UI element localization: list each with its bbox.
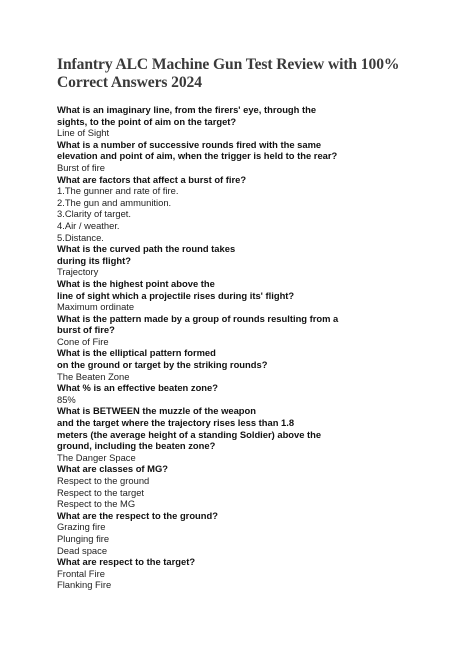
question bbox=[57, 556, 434, 568]
question-line: sights, to the point of aim on the target? bbox=[57, 115, 237, 127]
answer-line: 3.Clarity of target. bbox=[57, 208, 131, 220]
question-line: What are the respect to the ground? bbox=[57, 509, 218, 521]
question-line: What is a number of successive rounds fired with the same bbox=[57, 138, 322, 150]
question-line: What is the curved path the round takes bbox=[57, 243, 236, 255]
question-line: during its flight? bbox=[57, 254, 131, 266]
answer-line: Flanking Fire bbox=[57, 579, 112, 591]
answer-line: 1.The gunner and rate of fire. bbox=[57, 185, 179, 197]
answer bbox=[57, 127, 434, 139]
question bbox=[57, 510, 434, 522]
question bbox=[57, 278, 434, 301]
answer-line: Plunging fire bbox=[57, 532, 110, 544]
answer-line: The Danger Space bbox=[57, 451, 136, 463]
question-line: What is the highest point above the bbox=[57, 277, 215, 289]
question-line: What is BETWEEN the muzzle of the weapon bbox=[57, 405, 256, 417]
question bbox=[57, 313, 434, 336]
answer-line: 85% bbox=[57, 393, 76, 405]
question bbox=[57, 104, 434, 127]
answer-line: Respect to the MG bbox=[57, 498, 136, 510]
answer bbox=[57, 301, 434, 313]
question-line: and the target where the trajectory rises less than 1.8 bbox=[57, 417, 295, 429]
question-line: ground, including the beaten zone? bbox=[57, 440, 216, 452]
answer bbox=[57, 371, 434, 383]
answer-line: 5.Distance. bbox=[57, 231, 104, 243]
question-line: burst of fire? bbox=[57, 324, 115, 336]
question-line: What are classes of MG? bbox=[57, 463, 168, 475]
answer-line: Trajectory bbox=[57, 266, 99, 278]
question bbox=[57, 174, 434, 186]
answer bbox=[57, 452, 434, 464]
question-line: What is an imaginary line, from the firers' eye, through the bbox=[57, 104, 317, 115]
question-line: What is the elliptical pattern formed bbox=[57, 347, 216, 359]
question-line: What are factors that affect a burst of fire? bbox=[57, 173, 247, 185]
question-line: What is the pattern made by a group of rounds resulting from a bbox=[57, 312, 339, 324]
document-title bbox=[57, 56, 434, 92]
qa-list bbox=[57, 104, 434, 591]
answer-line: Respect to the target bbox=[57, 486, 145, 498]
answer-line: 2.The gun and ammunition. bbox=[57, 196, 172, 208]
answer-line: Dead space bbox=[57, 544, 108, 556]
answer-line: Respect to the ground bbox=[57, 475, 150, 486]
question bbox=[57, 139, 434, 162]
answer bbox=[57, 185, 434, 243]
answer-line: Grazing fire bbox=[57, 521, 106, 533]
question bbox=[57, 382, 434, 394]
title-line-1: Infantry ALC Machine Gun Test Review with 100% bbox=[57, 56, 400, 73]
question-line: on the ground or target by the striking rounds? bbox=[57, 359, 268, 371]
question bbox=[57, 347, 434, 370]
question-line: meters (the average height of a standing Soldier) above the bbox=[57, 428, 322, 440]
question-line: line of sight which a projectile rises during its' flight? bbox=[57, 289, 295, 301]
answer bbox=[57, 521, 434, 556]
question bbox=[57, 405, 434, 451]
answer bbox=[57, 336, 434, 348]
question bbox=[57, 243, 434, 266]
answer-line: Maximum ordinate bbox=[57, 301, 135, 313]
question-line: elevation and point of aim, when the trigger is held to the rear? bbox=[57, 150, 338, 162]
answer bbox=[57, 394, 434, 406]
answer-line: 4.Air / weather. bbox=[57, 219, 120, 231]
answer-line: Line of Sight bbox=[57, 127, 110, 139]
answer bbox=[57, 568, 434, 591]
answer-line: Frontal Fire bbox=[57, 567, 105, 579]
answer bbox=[57, 266, 434, 278]
question bbox=[57, 463, 434, 475]
question-line: What % is an effective beaten zone? bbox=[57, 382, 218, 394]
answer-line: Burst of fire bbox=[57, 161, 105, 173]
answer bbox=[57, 475, 434, 510]
question-line: What are respect to the target? bbox=[57, 556, 196, 568]
answer-line: The Beaten Zone bbox=[57, 370, 130, 382]
answer bbox=[57, 162, 434, 174]
answer-line: Cone of Fire bbox=[57, 335, 109, 347]
title-line-2: Correct Answers 2024 bbox=[57, 74, 202, 91]
